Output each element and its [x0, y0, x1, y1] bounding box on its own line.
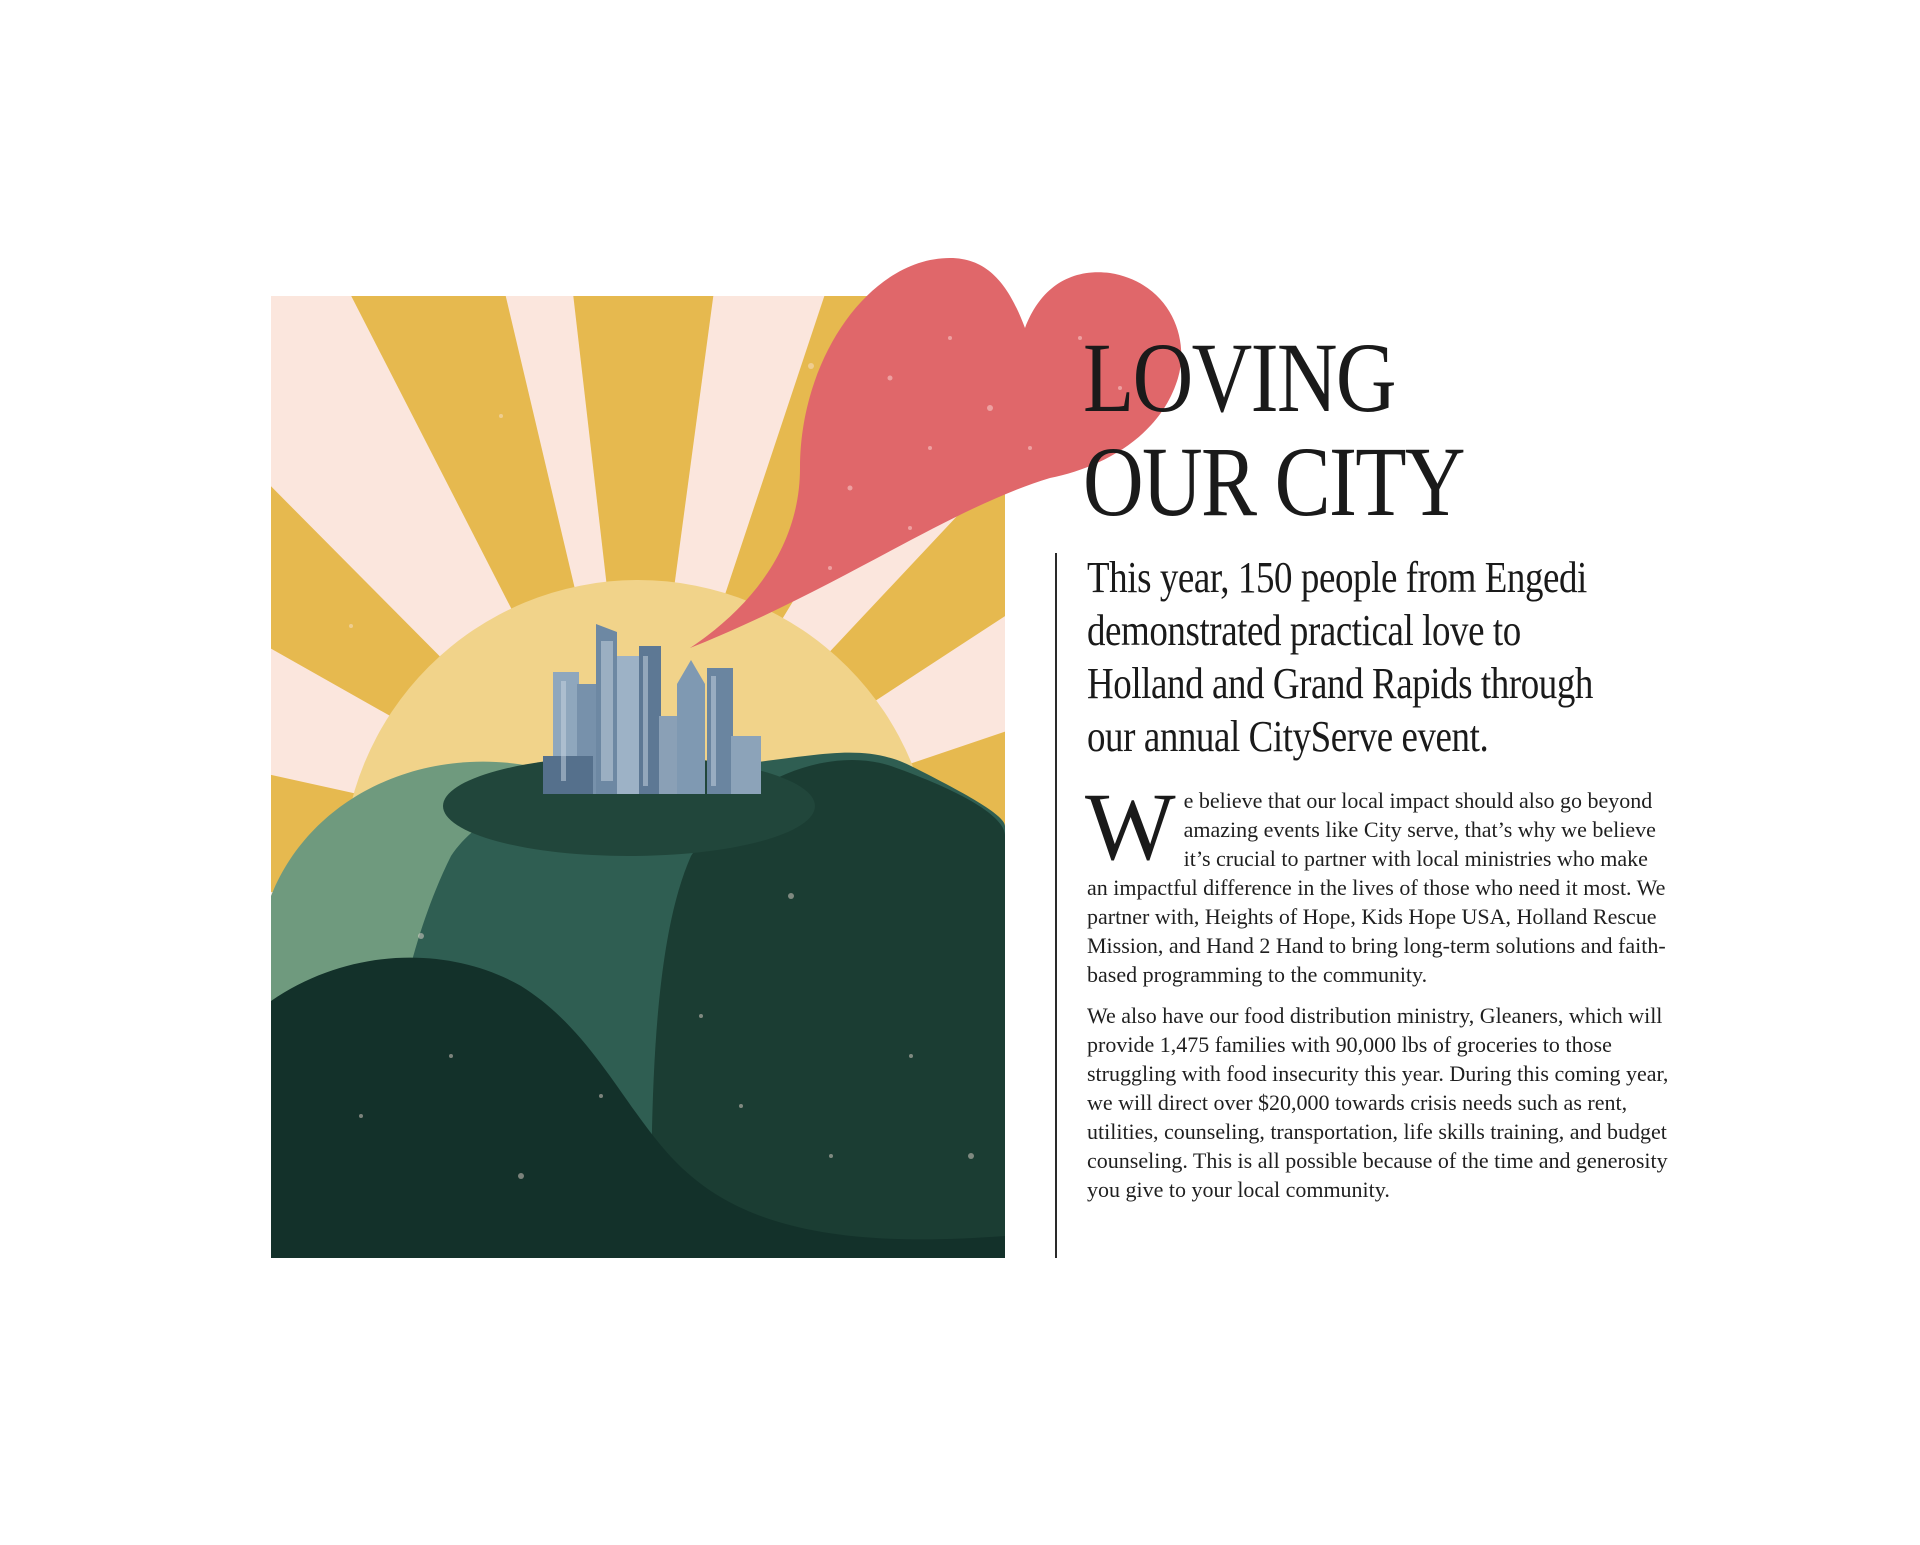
paragraph-1-text: e believe that our local impact should also go beyond amazing events like City serve, that’s why we believe it’s crucial to partner with local ministries who make an impactful difference in the lives of those who need it most. We partner with, Heights of Hope, Kids Hope USA, Holland Rescue Mission, and Hand 2 Hand to bring long-term solutions and faith-based programming to the community. — [1087, 788, 1666, 987]
title-line-2: OUR CITY — [1083, 426, 1464, 537]
paragraph-2: We also have our food distribution ministry, Gleaners, which will provide 1,475 families with 90,000 lbs of groceries to those struggling with food insecurity this year. During this coming year, we will direct over $20,000 towards crisis needs such as rent, utilities, counseling, transportation, life skills training, and budget counseling. This is all possible because of the time and generosity you give to your local community. — [1087, 1003, 1669, 1202]
drop-cap: W — [1085, 773, 1176, 880]
subheading: This year, 150 people from Engedi demonstrated practical love to Holland and Grand Rapids through our annual CityServe event. — [1087, 553, 1593, 761]
vertical-rule — [1055, 553, 1057, 1258]
title-line-1: LOVING — [1083, 322, 1395, 433]
paragraph-1 — [1085, 773, 1672, 989]
article-body — [1085, 773, 1672, 1216]
page-title — [1083, 322, 1464, 537]
